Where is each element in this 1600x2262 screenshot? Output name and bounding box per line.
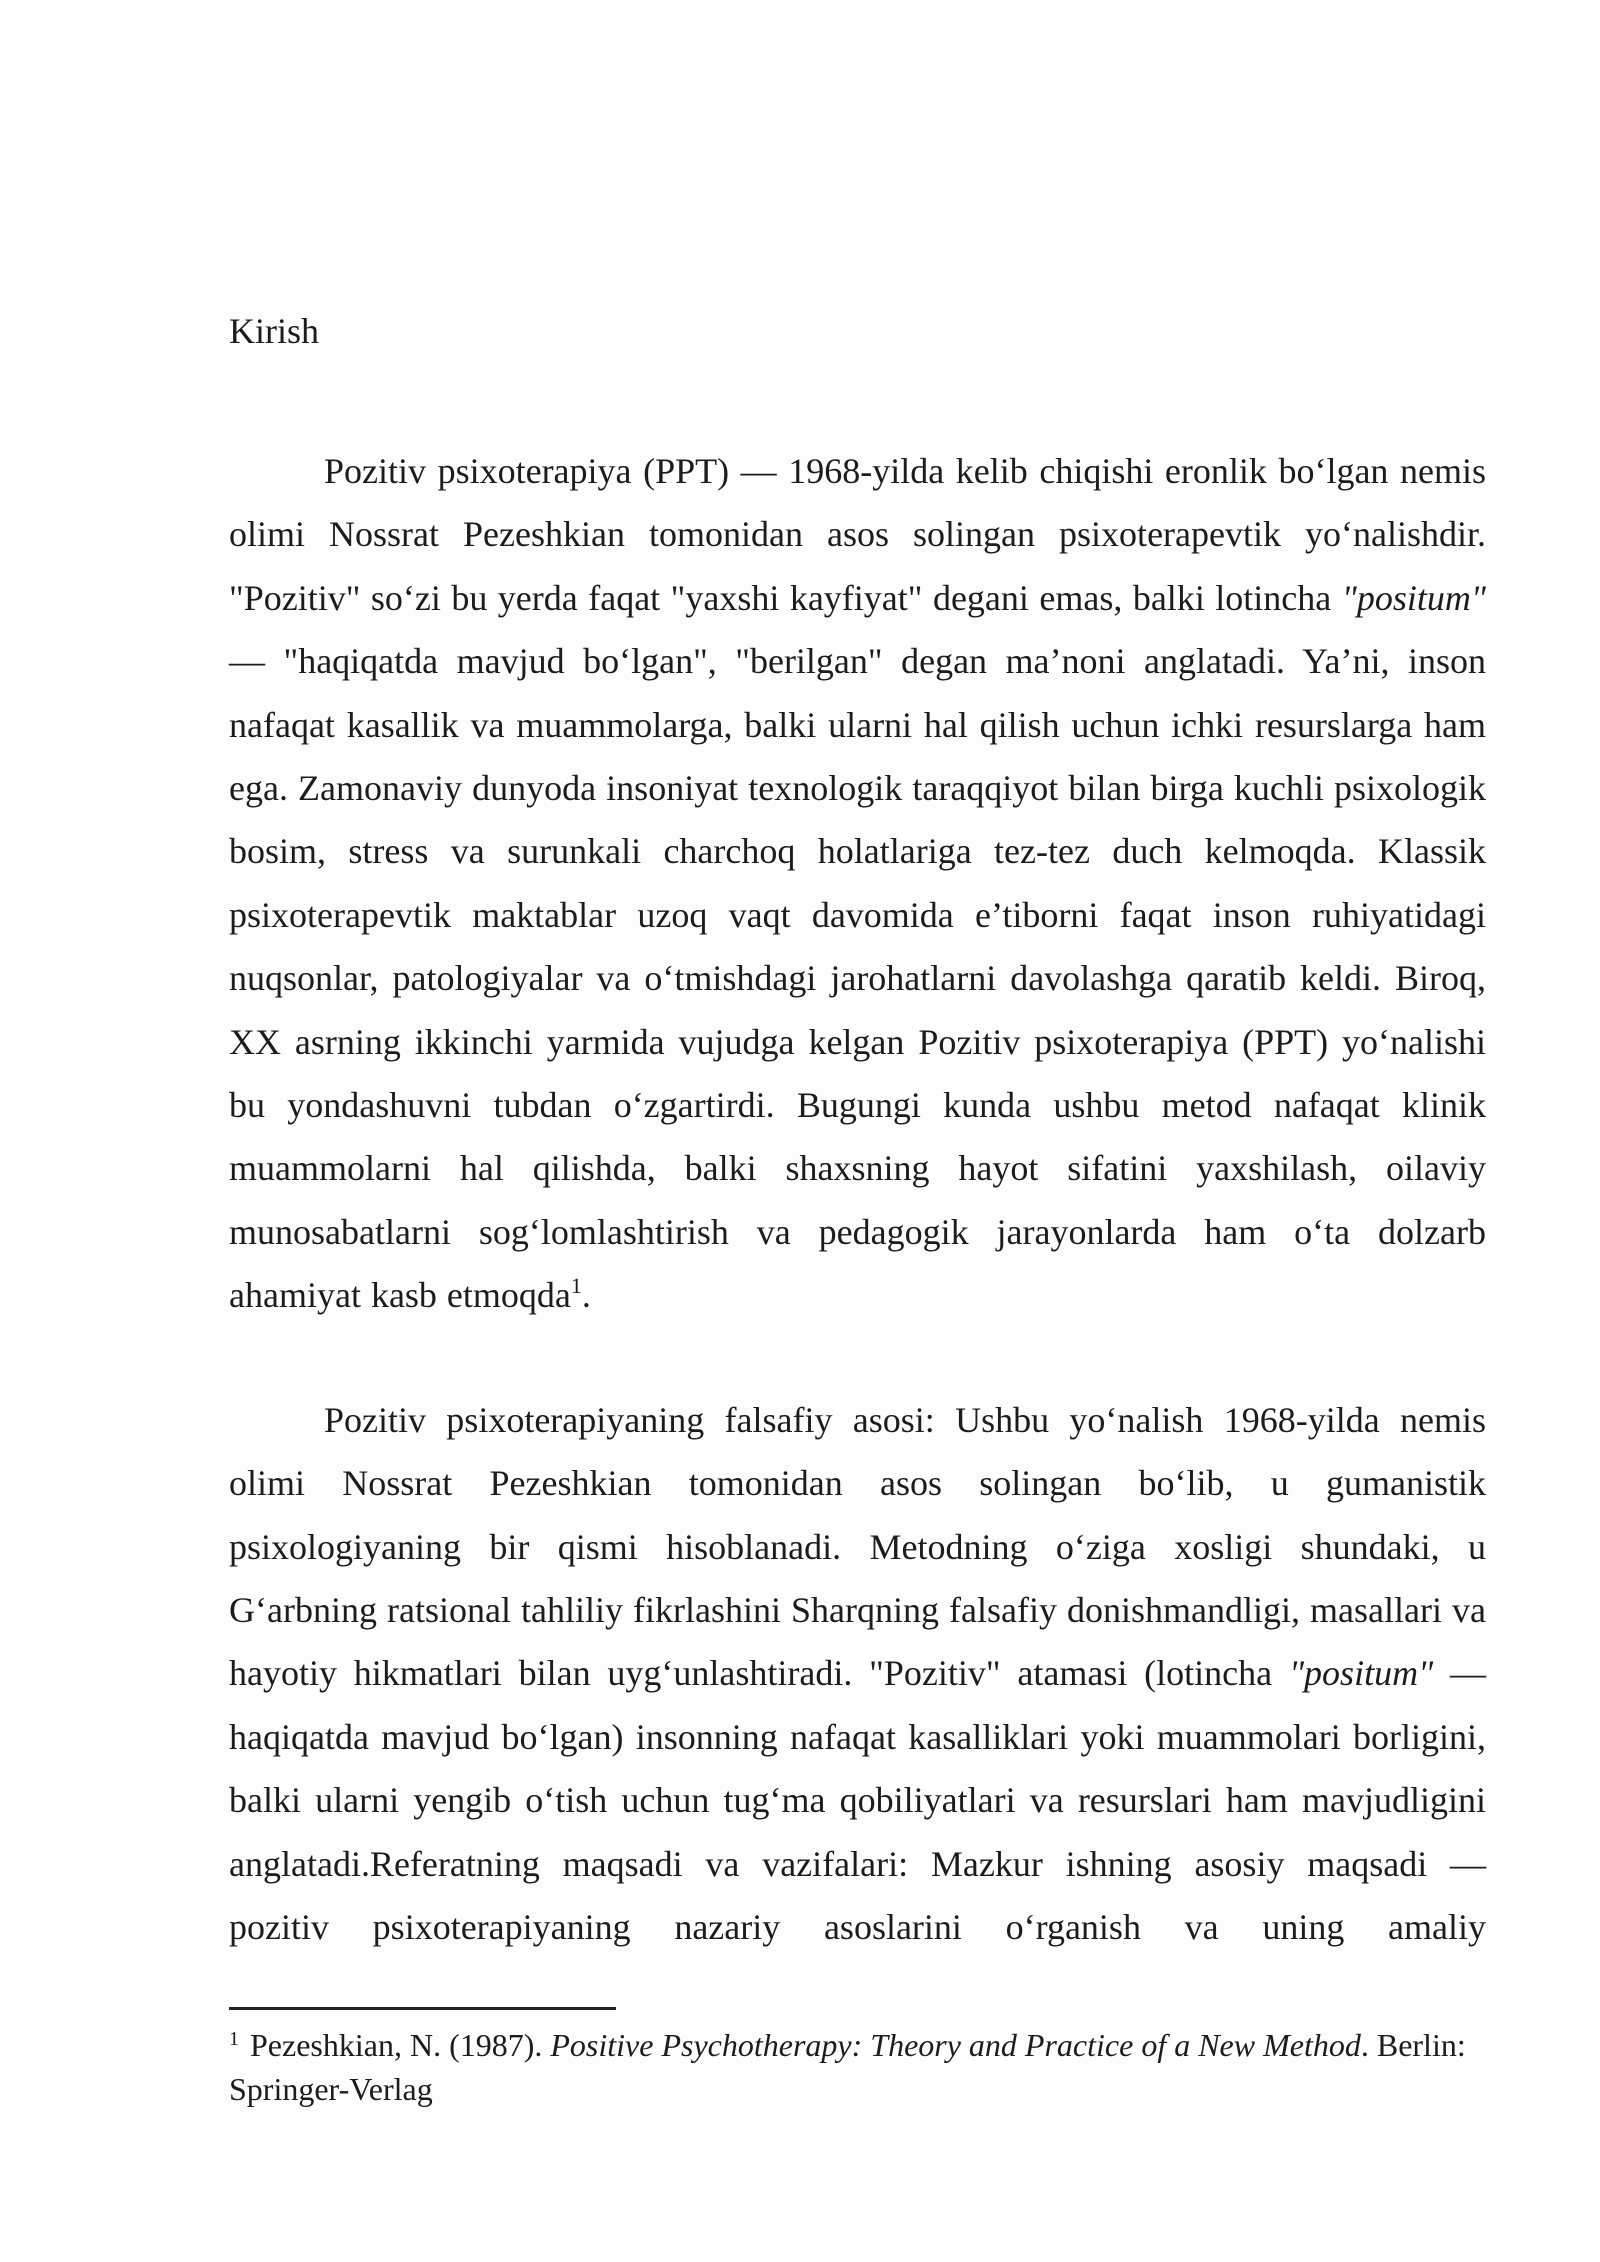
paragraph-1-run-1: Pozitiv psixoterapiya (PPT) — 1968-yilda kelib chiqishi eronlik bo‘lgan nemis olimi Nossrat Pezeshkian tomonidan asos solingan psixoterapevtik yo‘nalishdir. "Pozitiv" so‘zi bu yerda faqat "yaxshi kayfiyat" degani emas, balki lotincha	[229, 451, 1486, 618]
page-content	[229, 300, 1486, 1959]
paragraph-1	[229, 440, 1486, 1328]
footnote-separator-line	[229, 2007, 616, 2010]
positum-term-italic-2: "positum"	[1288, 1653, 1434, 1694]
footnote-paragraph	[229, 2023, 1486, 2111]
footnote-area	[229, 2007, 1486, 2111]
footnote-run-1: Pezeshkian, N. (1987).	[242, 2027, 551, 2063]
paragraph-2-run-2: — haqiqatda mavjud bo‘lgan) insonning nafaqat kasalliklari yoki muammolari borligini, balki ularni yengib o‘tish uchun tug‘ma qobiliyatlari va resurslari ham mavjudligini anglatadi.Referatning maqsadi va vazifalari: Mazkur ishning asosiy maqsadi — pozitiv psixoterapiyaning nazariy asoslarini o‘rganish va uning amaliy	[229, 1653, 1487, 1947]
footnote-run-2: . Berlin: Springer-Verlag	[229, 2027, 1466, 2107]
paragraph-2	[229, 1389, 1486, 1960]
footnote-marker: 1	[229, 2028, 239, 2050]
positum-term-italic-1: "positum"	[1341, 577, 1486, 618]
paragraph-1-run-2: — "haqiqatda mavjud bo‘lgan", "berilgan" degan ma’noni anglatadi. Ya’ni, inson nafaqat kasallik va muammolarga, balki ularni hal qilish uchun ichki resurslarga ham ega. Zamonaviy dunyoda insoniyat texnologik taraqqiyot bilan birga kuchli psixologik bosim, stress va surunkali charchoq holatlariga tez-tez duch kelmoqda. Klassik psixoterapevtik maktablar uzoq vaqt davomida e’tiborni faqat inson ruhiyatidagi nuqsonlar, patologiyalar va o‘tmishdagi jarohatlarni davolashga qaratib keldi. Biroq, XX asrning ikkinchi yarmida vujudga kelgan Pozitiv psixoterapiya (PPT) yo‘nalishi bu yondashuvni tubdan o‘zgartirdi. Bugungi kunda ushbu metod nafaqat klinik muammolarni hal qilishda, balki shaxsning hayot sifatini yaxshilash, oilaviy munosabatlarni sog‘lomlashtirish va pedagogik jarayonlarda ham o‘ta dolzarb ahamiyat kasb etmoqda	[229, 641, 1486, 1316]
section-heading: Kirish	[229, 311, 319, 351]
footnote-reference-superscript: 1	[570, 1273, 582, 1299]
footnote-title-italic: Positive Psychotherapy: Theory and Practice of a New Method	[550, 2027, 1361, 2063]
paragraph-2-run-1: Pozitiv psixoterapiyaning falsafiy asosi: Ushbu yo‘nalish 1968-yilda nemis olimi Nossrat Pezeshkian tomonidan asos solingan bo‘lib, u gumanistik psixologiyaning bir qismi hisoblanadi. Metodning o‘ziga xosligi shundaki, u G‘arbning ratsional tahliliy fikrlashini Sharqning falsafiy donishmandligi, masallari va hayotiy hikmatlari bilan uyg‘unlashtiradi. "Pozitiv" atamasi (lotincha	[229, 1399, 1486, 1694]
paragraph-1-run-3: .	[581, 1275, 591, 1316]
